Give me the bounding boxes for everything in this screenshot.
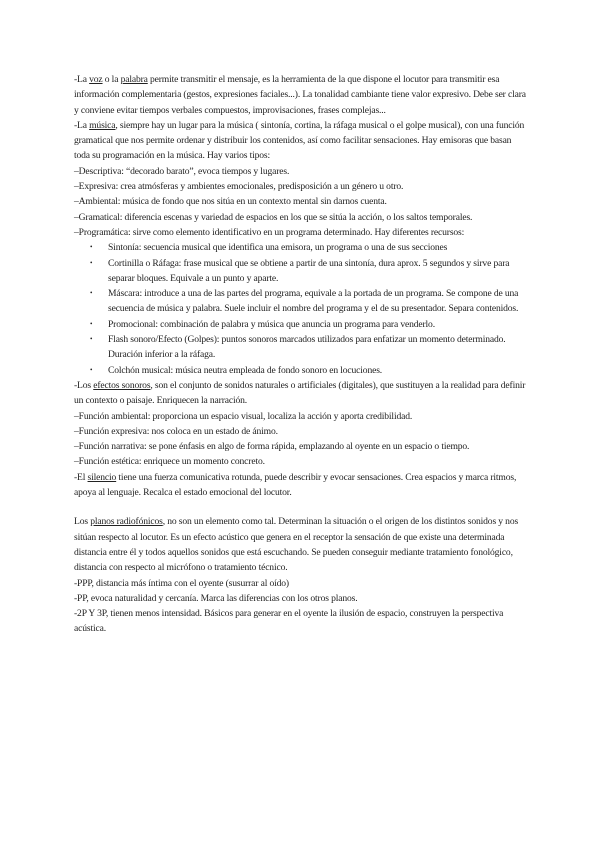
text-run: , siempre hay un lugar para la música ( sintonía, cortina, la ráfaga musical o el golpe musical), con una función gramatical que nos permite ordenar y distribuir los contenidos, así como facilitar sensaciones. Hay emisoras que basan toda su programación en la música. Hay varios tipos: — [74, 119, 525, 162]
document-body — [74, 72, 528, 637]
underlined-term-silencio: silencio — [87, 471, 117, 483]
text-run: permite transmitir el mensaje, es la herramienta de la que dispone el locutor para transmitir esa información complementaria (gestos, expresiones faciales...). La tonalidad cambiante tiene valor expresivo. Debe ser clara y conviene evitar tiempos verbales compuestos, improvisaciones, frases complejas... — [74, 74, 526, 116]
plano-item: -PP, evoca naturalidad y cercanía. Marca las diferencias con los otros planos. — [74, 592, 358, 604]
list-item: • Sintonía: secuencia musical que identifica una emisora, un programa o una de sus secciones — [74, 240, 528, 255]
musica-tipo: –Gramatical: diferencia escenas y variedad de espacios en los que se sitúa la acción, o los saltos temporales. — [74, 211, 473, 223]
musica-tipo: –Ambiental: música de fondo que nos sitúa en un contexto mental sin darnos cuenta. — [74, 196, 387, 208]
underlined-term-palabra: palabra — [120, 74, 148, 85]
text-run: Los — [74, 516, 91, 528]
efecto-funcion: –Función narrativa: se pone énfasis en algo de forma rápida, emplazando al oyente en un espacio o tiempo. — [74, 441, 470, 453]
underlined-term-musica: música — [89, 119, 116, 131]
paragraph-musica — [74, 118, 528, 164]
musica-tipo: –Expresiva: crea atmósferas y ambientes emocionales, predisposición a un género u otro. — [74, 181, 404, 193]
text-run: -La — [74, 74, 90, 85]
musica-tipo: –Programática: sirve como elemento identificativo en un programa determinado. Hay diferentes recursos: — [74, 226, 465, 238]
efecto-funcion: –Función ambiental: proporciona un espacio visual, localiza la acción y aporta credibilidad. — [74, 410, 413, 422]
underlined-term-voz: voz — [89, 74, 103, 85]
paragraph-silencio — [74, 470, 528, 501]
paragraph-voz — [74, 72, 528, 118]
plano-item: -2P Y 3P, tienen menos intensidad. Básicos para generar en el oyente la ilusión de espacio, construyen la perspectiva acústica. — [74, 608, 504, 635]
text-run: o la — [102, 74, 121, 85]
paragraph-efectos — [74, 378, 528, 409]
text-run: , no son un elemento como tal. Determinan la situación o el origen de los distintos sonidos y nos sitúan respecto al locutor. Es un efecto acústico que genera en el receptor la sensación de que existe una determinada distancia entre él y todos aquellos sonidos que está escuchando. Se pueden conseguir mediante tratamiento fonológico, distancia con respecto al micrófono o tratamiento técnico. — [74, 516, 519, 574]
efecto-funcion: –Función expresiva: nos coloca en un estado de ánimo. — [74, 425, 278, 437]
text-run: tiene una fuerza comunicativa rotunda, puede describir y evocar sensaciones. Crea espacios y marca ritmos, apoya al lenguaje. Recalca el estado emocional del locutor. — [74, 471, 517, 499]
musica-tipo: –Descriptiva: “decorado barato”, evoca tiempos y lugares. — [74, 165, 290, 177]
underlined-term-efectos: efectos sonoros — [93, 379, 151, 391]
list-item: • Máscara: introduce a una de las partes del programa, equivale a la portada de un programa. Se compone de una secuencia de música y palabra. Suele incluir el nombre del programa y el de su presentador. Separa contenidos. — [74, 286, 528, 317]
list-item: • Colchón musical: música neutra empleada de fondo sonoro en locuciones. — [74, 363, 528, 378]
paragraph-planos — [74, 514, 528, 575]
text-run: -Los — [74, 379, 94, 391]
list-item: • Cortinilla o Ráfaga: frase musical que se obtiene a partir de una sintonía, dura aprox. 5 segundos y sirve para separar bloques. Equivale a un punto y aparte. — [74, 256, 528, 287]
text-run: , son el conjunto de sonidos naturales o artificiales (digitales), que sustituyen a la realidad para definir un contexto o paisaje. Enriquecen la narración. — [74, 379, 526, 407]
text-run: -La — [74, 119, 90, 131]
list-item: • Flash sonoro/Efecto (Golpes): puntos sonoros marcados utilizados para enfatizar un momento determinado. Duración inferior a la ráfaga. — [74, 332, 528, 363]
recursos-list — [74, 240, 528, 378]
spacer — [74, 500, 528, 514]
underlined-term-planos: planos radiofónicos — [90, 516, 163, 528]
efecto-funcion: –Función estética: enriquece un momento concreto. — [74, 456, 265, 468]
text-run: -El — [74, 471, 88, 483]
plano-item: -PPP, distancia más íntima con el oyente (susurrar al oído) — [74, 577, 289, 589]
list-item: • Promocional: combinación de palabra y música que anuncia un programa para venderlo. — [74, 317, 528, 332]
